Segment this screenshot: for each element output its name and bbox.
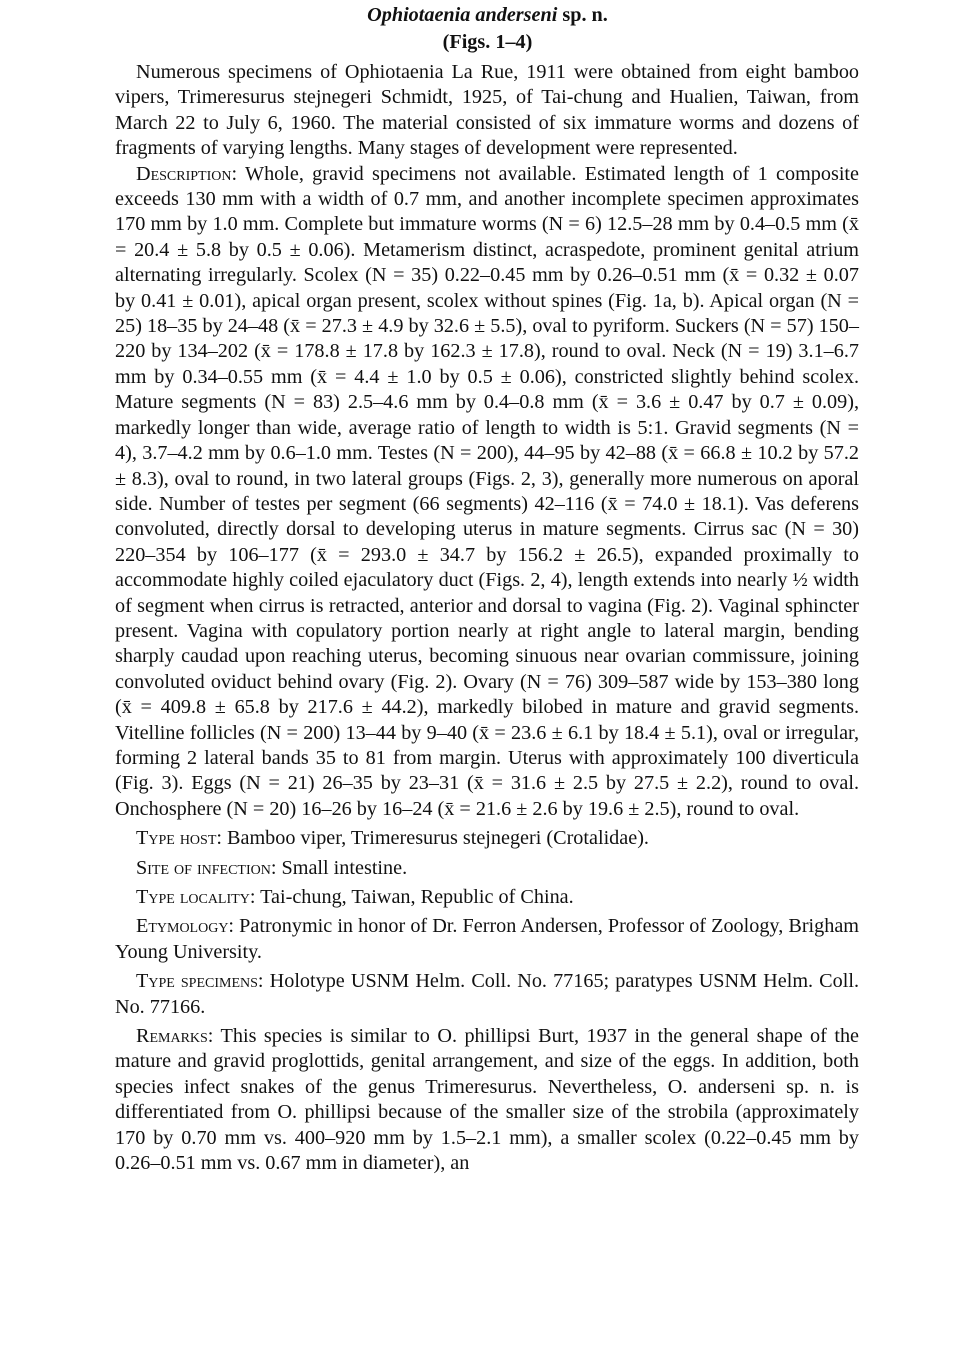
remarks-label: Remarks:	[136, 1025, 214, 1048]
species-heading	[0, 3, 975, 28]
site-text: Small intestine.	[281, 856, 408, 879]
description-label: Description:	[136, 162, 238, 185]
type-host-text: Bamboo viper, Trimeresurus stejnegeri (Crotalidae).	[227, 827, 649, 850]
description-paragraph	[115, 162, 859, 823]
locality-text: Tai-chung, Taiwan, Republic of China.	[260, 886, 574, 908]
etymology-text: Patronymic in honor of Dr. Ferron Andersen, Professor of Zoology, Brigham Young University.	[115, 915, 860, 963]
type-specimens-text: Holotype USNM Helm. Coll. No. 77165; paratypes USNM Helm. Coll. No. 77166.	[115, 970, 859, 1018]
figures-reference: (Figs. 1–4)	[442, 31, 533, 53]
article-body	[115, 60, 859, 1176]
type-host-paragraph	[115, 826, 859, 851]
species-name: Ophiotaenia anderseni	[367, 4, 558, 26]
species-suffix: sp. n.	[562, 4, 608, 26]
etymology-label: Etymology:	[136, 915, 235, 938]
type-host-label: Type host:	[136, 827, 222, 850]
intro-paragraph: Numerous specimens of Ophiotaenia La Rue, 1911 were obtained from eight bamboo vipers, Trimeresurus stejnegeri Schmidt, 1925, of Tai-chung and Hualien, Taiwan, from March 22 to July 6, 1960. The material consisted of six immature worms and dozens of fragments of varying lengths. Many stages of development were represented.	[115, 61, 859, 160]
locality-label: Type locality:	[136, 886, 256, 908]
type-specimens-paragraph	[115, 969, 859, 1020]
site-paragraph	[115, 856, 859, 881]
etymology-paragraph	[115, 914, 859, 965]
locality-paragraph	[115, 885, 859, 910]
type-specimens-label: Type specimens:	[136, 970, 264, 993]
description-text: Whole, gravid specimens not available. Estimated length of 1 composite exceeds 130 mm with a width of 0.7 mm, and another incomplete specimen approximates 170 mm by 1.0 mm. Complete but immature worms (N = 6) 12.5–28 mm by 0.4–0.5 mm (x̄ = 20.4 ± 5.8 by 0.5 ± 0.06). Metamerism distinct, acraspedote, prominent genital atrium alternating irregularly. Scolex (N = 35) 0.22–0.45 mm by 0.26–0.51 mm (x̄ = 0.32 ± 0.07 by 0.41 ± 0.01), apical organ present, scolex without spines (Fig. 1a, b). Apical organ (N = 25) 18–35 by 24–48 (x̄ = 27.3 ± 4.9 by 32.6 ± 5.5), oval to pyriform. Suckers (N = 57) 150–220 by 134–202 (x̄ = 178.8 ± 17.8 by 162.3 ± 17.8), round to oval. Neck (N = 19) 3.1–6.7 mm by 0.34–0.55 mm (x̄ = 4.4 ± 1.0 by 0.5 ± 0.06), constricted slightly behind scolex. Mature segments (N = 83) 2.5–4.6 mm by 0.4–0.8 mm (x̄ = 3.6 ± 0.47 by 0.7 ± 0.09), markedly longer than wide, average ratio of length to width is 5:1. Gravid segments (N = 4), 3.7–4.2 mm by 0.6–1.0 mm. Testes (N = 200), 44–95 by 42–88 (x̄ = 66.8 ± 10.2 by 57.2 ± 8.3), oval to round, in two lateral groups (Figs. 2, 3), generally more numerous on aporal side. Number of testes per segment (66 segments) 42–116 (x̄ = 74.0 ± 18.1). Vas deferens convoluted, directly dorsal to developing uterus in mature segments. Cirrus sac (N = 30) 220–354 by 106–177 (x̄ = 293.0 ± 34.7 by 156.2 ± 26.5), expanded proximally to accommodate highly coiled ejaculatory duct (Figs. 2, 4), length extends into nearly ½ width of segment when cirrus is retracted, anterior and dorsal to vagina (Fig. 2). Vaginal sphincter present. Vagina with copulatory portion nearly at right angle to lateral margin, bending sharply caudad upon reaching uterus, becoming sinuous near ovarian commissure, joining convoluted oviduct behind ovary (Fig. 2). Ovary (N = 76) 309–587 wide by 153–380 long (x̄ = 409.8 ± 65.8 by 217.6 ± 44.2), markedly bilobed in mature and gravid segments. Vitelline follicles (N = 200) 13–44 by 9–40 (x̄ = 23.6 ± 6.1 by 18.4 ± 5.1), oval or irregular, forming 2 lateral bands 35 to 81 from margin. Uterus with approximately 100 diverticula (Fig. 3). Eggs (N = 21) 26–35 by 23–31 (x̄ = 31.6 ± 2.5 by 27.5 ± 2.2), round to oval. Onchosphere (N = 20) 16–26 by 16–24 (x̄ = 21.6 ± 2.6 by 19.6 ± 2.5), round to oval.	[115, 162, 859, 820]
site-label: Site of infection:	[136, 856, 277, 879]
remarks-text: This species is similar to O. phillipsi Burt, 1937 in the general shape of the mature and gravid proglottids, genital arrangement, and size of the eggs. In addition, both species infect snakes of the genus Trimeresurus. Nevertheless, O. anderseni sp. n. is differentiated from O. phillipsi because of the smaller size of the strobila (approximately 170 by 0.70 mm vs. 400–920 mm by 1.5–2.1 mm), a smaller scolex (0.22–0.45 mm by 0.26–0.51 mm vs. 0.67 mm in diameter), an	[115, 1025, 860, 1175]
remarks-paragraph	[115, 1024, 859, 1176]
